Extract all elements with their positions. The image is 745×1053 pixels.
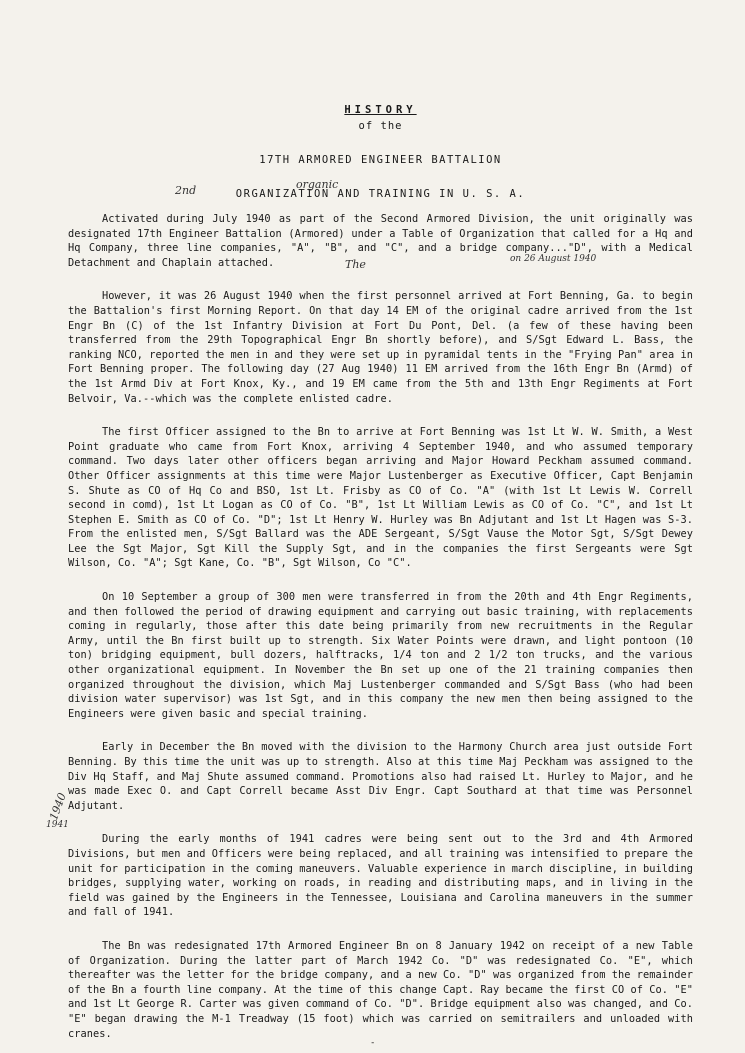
- page-mark: -: [370, 1038, 376, 1048]
- section-subtitle: ORGANIZATION AND TRAINING IN U. S. A.: [235, 188, 526, 200]
- paragraph-september-transfer: On 10 September a group of 300 men were transferred in from the 20th and 4th Engr Regiments, and then followed the period of drawing equipment and carrying out basic training, with replacements coming in regularly, those after this date being primarily from new recruitments in the Regular Army, until the Bn first built up to strength. Six Water Points were drawn, and light pontoon (10 ton) bridging equipment, bull dozers, halftracks, 1/4 ton and 2 1/2 ton trucks, and the various other organizational equipment. In November the Bn set up one of the 21 training companies then organized throughout the division, which Maj Lustenberger commanded and S/Sgt Bass (who had been division water supervisor) was 1st Sgt, and in this company the new men then being assigned to the Engineers were given basic and special training.: [68, 591, 693, 720]
- handwritten-organic: organic: [296, 178, 339, 191]
- handwritten-margin-1940: 1940: [47, 791, 69, 822]
- paragraph-first-personnel: However, it was 26 August 1940 when the first personnel arrived at Fort Benning, Ga. to begin the Battalion's first Morning Report. On that day 14 EM of the original cadre arrived from the 1st Engr Bn (C) of the 1st Infantry Division at Fort Du Pont, Del. (a few of these having been transferred from the 29th Topographical Engr Bn shortly before), and S/Sgt Edward L. Bass, the ranking NCO, reported the men in and they were set up in pyramidal tents in the "Frying Pan" area in Fort Benning proper. The following day (27 Aug 1940) 11 EM arrived from the 16th Engr Bn (Armd) of the 1st Armd Div at Fort Knox, Ky., and 19 EM came from the 5th and 13th Engr Regiments at Fort Belvoir, Va.--which was the complete enlisted cadre.: [68, 290, 693, 405]
- handwritten-the: The: [345, 258, 366, 271]
- paragraph-activation: Activated during July 1940 as part of the Second Armored Division, the unit originally was designated 17th Engineer Battalion (Armored) under a Table of Organization that called for a Hq and Hq Company, three line companies, "A", "B", and "C", and a bridge company..."D", with a Medical Detachment and Chaplain attached.: [68, 213, 693, 269]
- paragraph-first-officer: The first Officer assigned to the Bn to arrive at Fort Benning was 1st Lt W. W. Smith, a West Point graduate who came from Fort Knox, arriving 4 September 1940, and who assumed temporary command. Two days later other officers began arriving and Major Howard Peckham assumed command. Other Officer assignments at this time were Major Lustenberger as Executive Officer, Capt Benjamin S. Shute as CO of Hq Co and BSO, 1st Lt. Frisby as CO of Co. "A" (with 1st Lt Lewis W. Correll second in comd), 1st Lt Logan as CO of Co. "B", 1st Lt William Lewis as CO of Co. "C", and 1st Lt Stephen E. Smith as CO of Co. "D"; 1st Lt Henry W. Hurley was Bn Adjutant and 1st Lt Hagen was S-3. From the enlisted men, S/Sgt Ballard was the ADE Sergeant, S/Sgt Vause the Motor Sgt, S/Sgt Dewey Lee the Sgt Major, Sgt Kill the Supply Sgt, and in the companies the first Sergeants were Sgt Wilson, Co. "A"; Sgt Kane, Co. "B", Sgt Wilson, Co "C".: [68, 426, 693, 570]
- handwritten-margin-1941: 1941: [46, 820, 69, 830]
- handwritten-correction-2nd: 2nd: [175, 184, 197, 197]
- paragraph-1941-training: During the early months of 1941 cadres were being sent out to the 3rd and 4th Armored Divisions, but men and Officers were being replaced, and all training was intensified to prepare the unit for participation in the coming maneuvers. Valuable experience in march discipline, in building bridges, supplying water, working on roads, in reading and distributing maps, and in living in the field was gained by the Engineers in the Tennessee, Louisiana and Carolina maneuvers in the summer and fall of 1941.: [68, 833, 693, 919]
- of-the-line: of the: [358, 120, 403, 132]
- paragraph-december-move: Early in December the Bn moved with the division to the Harmony Church area just outside Fort Benning. By this time the unit was up to strength. Also at this time Maj Peckham was assigned to the Div Hq Staff, and Maj Shute assumed command. Promotions also had raised Lt. Hurley to Major, and he was made Exec O. and Capt Correll became Asst Div Engr. Capt Southard at that time was Personnel Adjutant.: [68, 741, 693, 812]
- unit-name: 17TH ARMORED ENGINEER BATTALION: [259, 154, 502, 166]
- document-header: [68, 102, 693, 212]
- handwritten-margin-date: on 26 August 1940: [510, 254, 597, 264]
- paragraph-redesignation: The Bn was redesignated 17th Armored Engineer Bn on 8 January 1942 on receipt of a new Table of Organization. During the latter part of March 1942 Co. "D" was redesignated Co. "E", which thereafter was the letter for the bridge company, and a new Co. "D" was organized from the remainder of the Bn a fourth line company. At the time of this change Capt. Ray became the first CO of Co. "E" and 1st Lt George R. Carter was given command of Co. "D". Bridge equipment also was changed, and Co. "E" began drawing the M-1 Treadway (15 foot) which was carried on semitrailers and unloaded with cranes.: [68, 939, 693, 1040]
- history-title: HISTORY: [344, 104, 417, 116]
